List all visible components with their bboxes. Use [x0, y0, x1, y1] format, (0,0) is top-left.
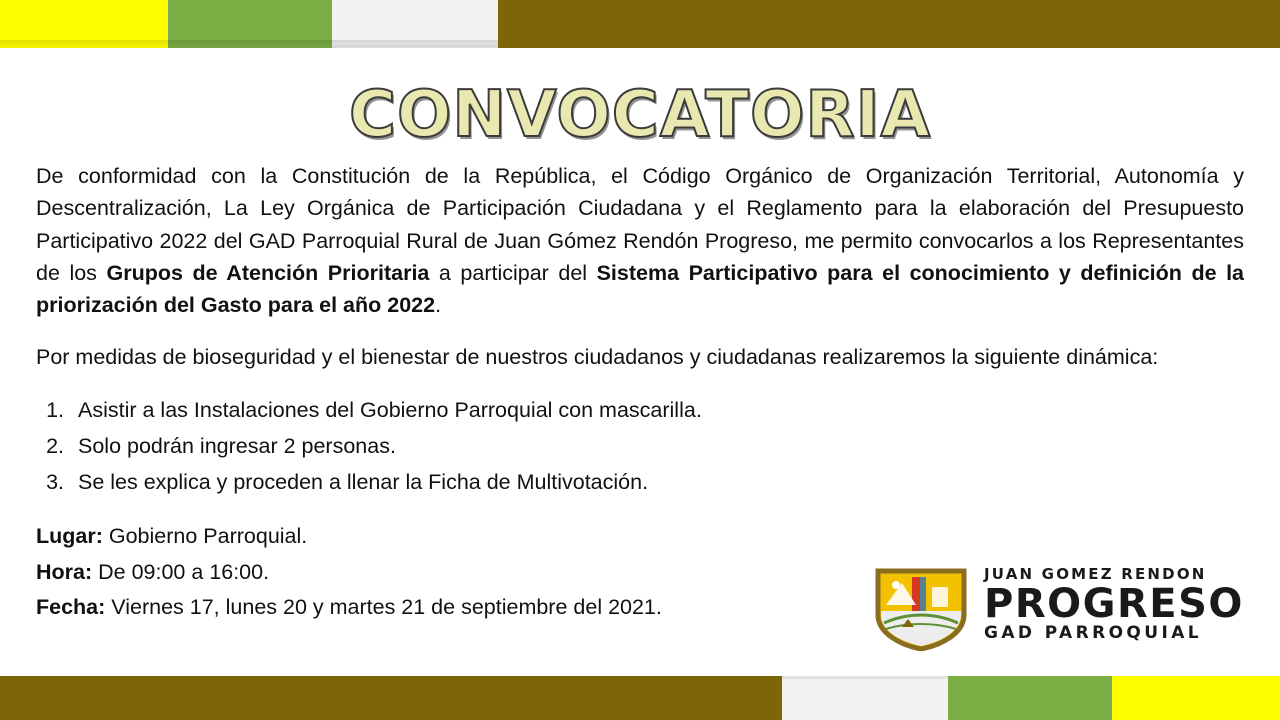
detail-label-date: Fecha:: [36, 594, 106, 619]
detail-row-place: [36, 520, 1244, 552]
document-body: [36, 160, 1244, 626]
paragraph-convocation-text-1: De conformidad con la Constitución de la República, el Código Orgánico de Organización Territorial, Autonomía y Descentralización, La Ley Orgánica de Participación Ciudadana y el Reglamento para la elaboración del Presupuesto Participativo 2022 del GAD Parroquial Rural de Juan Gómez Rendón Progreso, me permito convocarlos a los Representantes de los: [36, 164, 1244, 285]
list-item: 3. Se les explica y proceden a llenar la Ficha de Multivotación.: [70, 466, 1244, 498]
logo-line-parish: JUAN GOMEZ RENDON: [984, 565, 1207, 583]
bottom-bar-segment-white: [782, 676, 948, 720]
logo-wordmark: [984, 567, 1252, 642]
logo-line-progreso: PROGRESO: [984, 581, 1244, 627]
bottom-decorative-bar: [0, 676, 1280, 720]
detail-value-place: Gobierno Parroquial.: [102, 524, 308, 549]
detail-label-place: Lugar:: [36, 524, 103, 549]
coat-of-arms-icon: [872, 565, 970, 651]
paragraph-spacer-1: [36, 321, 1244, 341]
steps-list: [36, 394, 1244, 499]
paragraph-biosecurity: Por medidas de bioseguridad y el bienestar de nuestros ciudadanos y ciudadanas realizaremos la siguiente dinámica:: [36, 345, 1159, 370]
top-decorative-bar: [0, 0, 1280, 48]
paragraph-spacer-2: [36, 374, 1244, 394]
detail-value-time: De 09:00 a 16:00.: [92, 559, 270, 584]
top-bar-bevel: [0, 40, 498, 48]
list-item: 2. Solo podrán ingresar 2 personas.: [70, 430, 1244, 462]
paragraph-convocation-text-3: .: [435, 293, 442, 317]
paragraph-convocation-bold-2: Sistema Participativo para el conocimiento y definición de la priorización del Gasto para el año 2022: [36, 260, 1244, 317]
paragraph-convocation: [36, 160, 1244, 321]
organization-logo: [872, 565, 1254, 651]
page-title: CONVOCATORIA: [349, 78, 931, 152]
paragraph-convocation-text-2: a participar del: [429, 260, 597, 285]
detail-value-date: Viernes 17, lunes 20 y martes 21 de septiembre del 2021.: [105, 594, 662, 619]
list-item: 1. Asistir a las Instalaciones del Gobierno Parroquial con mascarilla.: [70, 394, 1244, 426]
bottom-bar-segment-yellow: [1112, 676, 1280, 720]
bottom-bar-segment-brown: [0, 676, 782, 720]
logo-line-gad: GAD PARROQUIAL: [984, 623, 1202, 643]
top-bar-segment-brown: [498, 0, 1280, 48]
bottom-bar-segment-green: [948, 676, 1112, 720]
detail-label-time: Hora:: [36, 559, 93, 584]
paragraph-convocation-bold-1: Grupos de Atención Prioritaria: [106, 260, 430, 285]
